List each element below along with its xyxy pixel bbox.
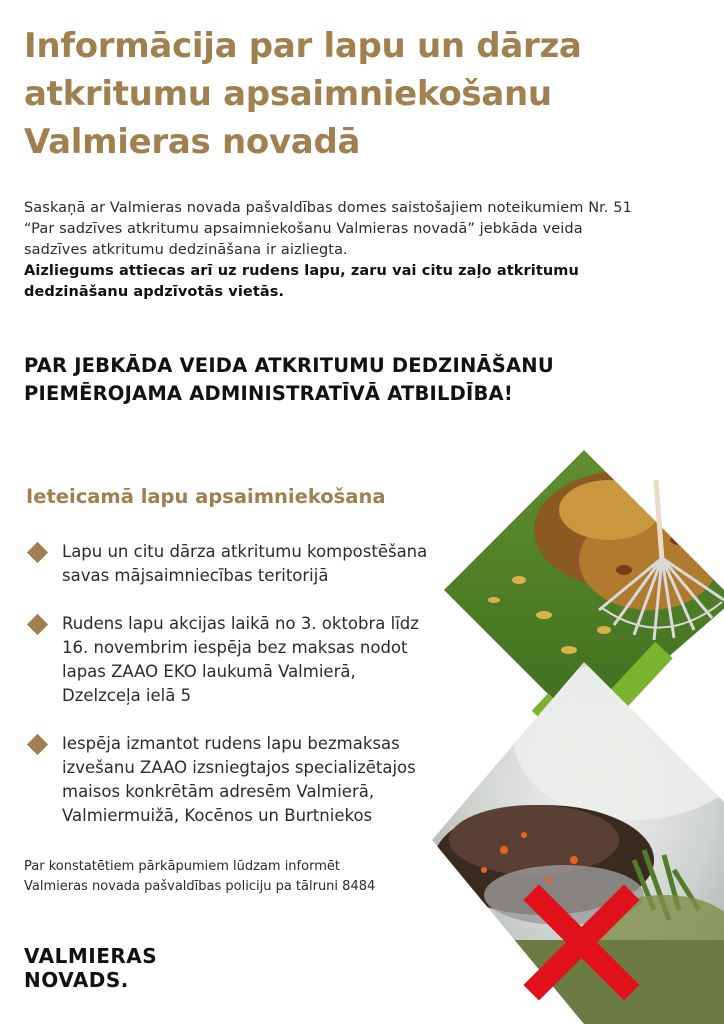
note-line: Par konstatētiem pārkāpumiem lūdzam informēt	[24, 859, 340, 874]
intro-line: sadzīves atkritumu dedzināšana ir aizliegta.	[24, 242, 348, 258]
page-title-line: atkritumu apsaimniekošanu	[24, 74, 552, 114]
diamond-bullet-icon	[27, 614, 48, 635]
list-item-line: Dzelzceļa ielā 5	[62, 686, 192, 705]
list-item-line: maisos konkrētām adresēm Valmierā,	[62, 782, 375, 801]
list-item-line: savas mājsaimniecības teritorijā	[62, 566, 329, 585]
contact-note	[24, 857, 454, 897]
logo-line: NOVADS.	[24, 968, 129, 992]
list-item-line: Iespēja izmantot rudens lapu bezmaksas	[62, 734, 400, 753]
note-line: Valmieras novada pašvaldības policiju pa tālruni 8484	[24, 879, 376, 894]
intro-bold-line: dedzināšanu apdzīvotās vietās.	[24, 284, 285, 300]
intro-bold-line: Aizliegums attiecas arī uz rudens lapu, zaru vai citu zaļo atkritumu	[24, 263, 579, 279]
page-title-line: Informācija par lapu un dārza	[24, 26, 582, 66]
intro-line: “Par sadzīves atkritumu apsaimniekošanu Valmieras novadā” jebkāda veida	[24, 221, 583, 237]
list-item-line: lapas ZAAO EKO laukumā Valmierā,	[62, 662, 356, 681]
valmieras-novads-logo	[24, 944, 157, 992]
page-title	[24, 22, 684, 166]
burning-pile-photo	[432, 660, 724, 1024]
list-item	[26, 732, 486, 828]
list-item-line: Rudens lapu akcijas laikā no 3. oktobra līdz	[62, 614, 419, 633]
list-item-line: izvešanu ZAAO izsniegtajos specializētajos	[62, 758, 416, 777]
warning-line: PIEMĒROJAMA ADMINISTRATĪVĀ ATBILDĪBA!	[24, 382, 513, 405]
illustration	[424, 440, 724, 1024]
logo-line: VALMIERAS	[24, 944, 158, 968]
warning-heading	[24, 352, 714, 408]
intro-paragraph	[24, 198, 714, 303]
list-item-line: 16. novembrim iespēja bez maksas nodot	[62, 638, 408, 657]
diamond-bullet-icon	[27, 734, 48, 755]
list-item-line: Valmiermuižā, Kocēnos un Burtniekos	[62, 806, 373, 825]
list-item	[26, 612, 486, 708]
page-title-line: Valmieras novadā	[24, 122, 361, 162]
recommended-list	[26, 540, 486, 828]
diamond-bullet-icon	[27, 542, 48, 563]
recommended-heading: Ieteicamā lapu apsaimniekošana	[26, 485, 386, 508]
warning-line: PAR JEBKĀDA VEIDA ATKRITUMU DEDZINĀŠANU	[24, 354, 554, 377]
intro-line: Saskaņā ar Valmieras novada pašvaldības domes saistošajiem noteikumiem Nr. 51	[24, 200, 632, 216]
list-item	[26, 540, 486, 588]
list-item-line: Lapu un citu dārza atkritumu kompostēšana	[62, 542, 428, 561]
